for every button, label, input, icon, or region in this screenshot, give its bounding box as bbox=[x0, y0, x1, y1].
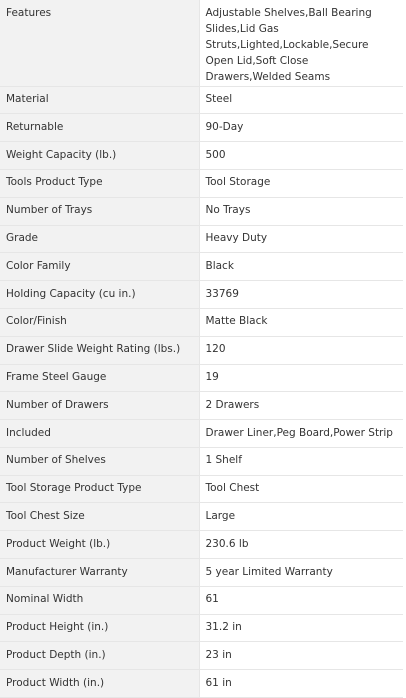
spec-value: 1 Shelf bbox=[199, 447, 403, 475]
spec-row-color-family bbox=[0, 253, 403, 281]
spec-row-drawer-slide-weight-rating bbox=[0, 336, 403, 364]
spec-label: Number of Shelves bbox=[0, 447, 199, 475]
spec-value: Tool Storage bbox=[199, 169, 403, 197]
spec-row-material bbox=[0, 86, 403, 114]
spec-value: No Trays bbox=[199, 197, 403, 225]
spec-value: 90-Day bbox=[199, 114, 403, 142]
spec-label: Included bbox=[0, 420, 199, 448]
spec-label: Drawer Slide Weight Rating (lbs.) bbox=[0, 336, 199, 364]
spec-label: Product Weight (lb.) bbox=[0, 531, 199, 559]
spec-value: Adjustable Shelves,Ball Bearing Slides,Lid Gas Struts,Lighted,Lockable,Secure Open Lid,Soft Close Drawers,Welded Seams bbox=[199, 0, 403, 86]
spec-label: Weight Capacity (lb.) bbox=[0, 142, 199, 170]
spec-label: Returnable bbox=[0, 114, 199, 142]
spec-row-product-depth bbox=[0, 642, 403, 670]
spec-label: Grade bbox=[0, 225, 199, 253]
spec-label: Tool Storage Product Type bbox=[0, 475, 199, 503]
spec-row-product-width bbox=[0, 670, 403, 698]
spec-value: Tool Chest bbox=[199, 475, 403, 503]
spec-value: 5 year Limited Warranty bbox=[199, 559, 403, 587]
spec-row-returnable bbox=[0, 114, 403, 142]
spec-row-tool-chest-size bbox=[0, 503, 403, 531]
spec-row-tools-product-type bbox=[0, 169, 403, 197]
spec-row-holding-capacity bbox=[0, 281, 403, 309]
spec-row-number-of-trays bbox=[0, 197, 403, 225]
spec-value: 61 bbox=[199, 586, 403, 614]
spec-row-product-height bbox=[0, 614, 403, 642]
spec-value: 31.2 in bbox=[199, 614, 403, 642]
spec-value: 230.6 lb bbox=[199, 531, 403, 559]
spec-value: Heavy Duty bbox=[199, 225, 403, 253]
spec-label: Tool Chest Size bbox=[0, 503, 199, 531]
spec-row-number-of-shelves bbox=[0, 447, 403, 475]
spec-row-frame-steel-gauge bbox=[0, 364, 403, 392]
spec-label: Features bbox=[0, 0, 199, 86]
spec-value: 33769 bbox=[199, 281, 403, 309]
spec-value: 61 in bbox=[199, 670, 403, 698]
spec-label: Product Height (in.) bbox=[0, 614, 199, 642]
spec-value: 120 bbox=[199, 336, 403, 364]
spec-value: 23 in bbox=[199, 642, 403, 670]
spec-value: 2 Drawers bbox=[199, 392, 403, 420]
spec-row-grade bbox=[0, 225, 403, 253]
spec-label: Frame Steel Gauge bbox=[0, 364, 199, 392]
spec-value: Black bbox=[199, 253, 403, 281]
spec-value: Large bbox=[199, 503, 403, 531]
spec-label: Tools Product Type bbox=[0, 169, 199, 197]
spec-value: 500 bbox=[199, 142, 403, 170]
spec-label: Manufacturer Warranty bbox=[0, 559, 199, 587]
spec-label: Number of Trays bbox=[0, 197, 199, 225]
spec-label: Holding Capacity (cu in.) bbox=[0, 281, 199, 309]
spec-value: Matte Black bbox=[199, 308, 403, 336]
spec-label: Number of Drawers bbox=[0, 392, 199, 420]
spec-label: Color/Finish bbox=[0, 308, 199, 336]
spec-label: Color Family bbox=[0, 253, 199, 281]
spec-row-tool-storage-product-type bbox=[0, 475, 403, 503]
spec-row-included bbox=[0, 420, 403, 448]
spec-label: Material bbox=[0, 86, 199, 114]
spec-row-product-weight bbox=[0, 531, 403, 559]
spec-row-weight-capacity bbox=[0, 142, 403, 170]
spec-value: Steel bbox=[199, 86, 403, 114]
spec-row-nominal-width bbox=[0, 586, 403, 614]
spec-row-manufacturer-warranty bbox=[0, 559, 403, 587]
spec-value: Drawer Liner,Peg Board,Power Strip bbox=[199, 420, 403, 448]
spec-row-number-of-drawers bbox=[0, 392, 403, 420]
spec-label: Product Depth (in.) bbox=[0, 642, 199, 670]
spec-row-features bbox=[0, 0, 403, 86]
spec-label: Product Width (in.) bbox=[0, 670, 199, 698]
spec-value: 19 bbox=[199, 364, 403, 392]
spec-label: Nominal Width bbox=[0, 586, 199, 614]
spec-row-color-finish bbox=[0, 308, 403, 336]
